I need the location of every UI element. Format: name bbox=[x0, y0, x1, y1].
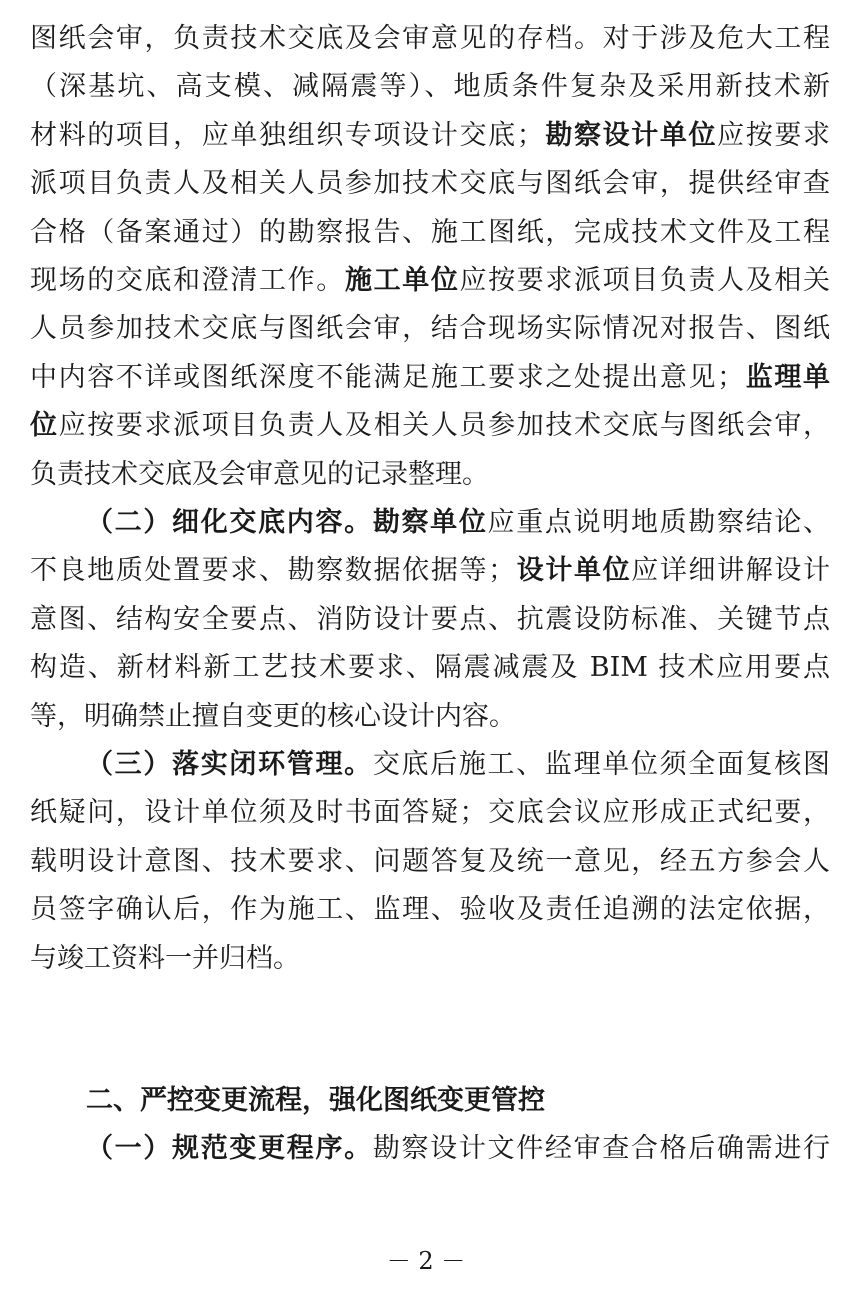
section-heading: 二、严控变更流程，强化图纸变更管控 bbox=[86, 1085, 545, 1116]
text-run: 应详细讲解设计 bbox=[631, 555, 830, 587]
text-line bbox=[30, 257, 830, 305]
text-line bbox=[30, 838, 830, 886]
text-line bbox=[30, 886, 830, 934]
text-run: 应按要求派项目负责人及相关人员参加技术交底与图纸会审， bbox=[58, 410, 830, 442]
text-line bbox=[86, 499, 830, 547]
text-line bbox=[30, 160, 830, 208]
text-line bbox=[30, 63, 830, 111]
bold-text-run: （一）规范变更程序。 bbox=[86, 1133, 373, 1164]
bold-text-run: （三）落实闭环管理。 bbox=[86, 749, 373, 780]
text-run: 交底后施工、监理单位须全面复核图 bbox=[372, 749, 830, 780]
text-line bbox=[30, 547, 830, 595]
text-line bbox=[30, 15, 830, 63]
text-line bbox=[30, 112, 830, 160]
text-run: 与竣工资料一并归档。 bbox=[30, 942, 300, 974]
bold-text-run: （二）细化交底内容。 bbox=[86, 507, 373, 538]
page-number: － 2 － bbox=[386, 1247, 466, 1275]
bold-text-run: 勘察设计单位 bbox=[543, 119, 718, 151]
text-run: 应按要求派项目负责人及相关 bbox=[459, 265, 830, 296]
text-run: 员签字确认后，作为施工、监理、验收及责任追溯的法定依据， bbox=[30, 894, 830, 926]
text-run: 现场的交底和澄清工作。 bbox=[30, 265, 345, 296]
bold-text-run: 施工单位 bbox=[344, 265, 460, 296]
text-line bbox=[30, 935, 830, 983]
text-run: 不良地质处置要求、勘察数据依据等； bbox=[30, 555, 516, 587]
text-run: 负责技术交底及会审意见的记录整理。 bbox=[30, 458, 489, 490]
text-line bbox=[86, 1125, 830, 1173]
text-line bbox=[30, 644, 830, 692]
text-run: 应重点说明地质勘察结论、 bbox=[487, 507, 830, 538]
text-run: 构造、新材料新工艺技术要求、隔震减震及 BIM 技术应用要点 bbox=[30, 652, 830, 684]
text-line bbox=[30, 402, 830, 450]
text-line bbox=[30, 693, 830, 741]
text-run: 勘察设计文件经审查合格后确需进行 bbox=[372, 1133, 830, 1164]
text-run: （深基坑、高支模、减隔震等）、地质条件复杂及采用新技术新 bbox=[30, 71, 830, 103]
bold-text-run: 勘察单位 bbox=[372, 507, 488, 538]
text-run: 合格（备案通过）的勘察报告、施工图纸，完成技术文件及工程 bbox=[30, 216, 830, 248]
bold-text-run: 设计单位 bbox=[515, 555, 632, 587]
text-line bbox=[30, 209, 830, 257]
bold-text-run: 位 bbox=[30, 410, 59, 442]
text-line bbox=[86, 741, 830, 789]
text-line bbox=[30, 789, 830, 837]
text-run: 应按要求 bbox=[717, 119, 830, 151]
text-run: 意图、结构安全要点、消防设计要点、抗震设防标准、关键节点 bbox=[30, 603, 830, 635]
bold-text-run: 监理单 bbox=[744, 361, 830, 393]
text-run: 材料的项目，应单独组织专项设计交底； bbox=[30, 119, 544, 151]
text-run: 人员参加技术交底与图纸会审，结合现场实际情况对报告、图纸 bbox=[30, 313, 830, 345]
text-run: 图纸会审，负责技术交底及会审意见的存档。对于涉及危大工程 bbox=[30, 23, 830, 54]
text-run: 中内容不详或图纸深度不能满足施工要求之处提出意见； bbox=[30, 361, 745, 393]
text-run: 纸疑问，设计单位须及时书面答疑；交底会议应形成正式纪要， bbox=[30, 797, 830, 829]
text-run: 等，明确禁止擅自变更的核心设计内容。 bbox=[30, 700, 516, 732]
text-run: 载明设计意图、技术要求、问题答复及统一意见，经五方参会人 bbox=[30, 845, 830, 877]
text-line bbox=[30, 451, 830, 499]
text-line bbox=[30, 596, 830, 644]
text-line bbox=[30, 305, 830, 353]
text-line bbox=[30, 354, 830, 402]
text-run: 派项目负责人及相关人员参加技术交底与图纸会审，提供经审查 bbox=[30, 168, 830, 200]
